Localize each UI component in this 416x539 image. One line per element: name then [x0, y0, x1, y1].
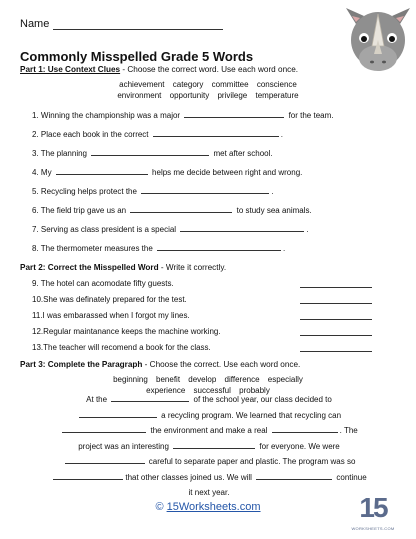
question-text: The thermometer measures the: [40, 244, 153, 253]
question-text: The hotel can acomodate fifty guests.: [40, 279, 174, 288]
answer-blank[interactable]: [272, 424, 338, 433]
paragraph-line: [40, 485, 378, 501]
footer: [0, 501, 416, 513]
answer-blank[interactable]: [153, 128, 279, 137]
part1-heading: [20, 65, 298, 74]
answer-line[interactable]: [300, 319, 372, 320]
question-text: Winning the championship was a major: [40, 111, 181, 120]
word-bank-word: beginning: [113, 375, 148, 384]
question-number: 4.: [32, 168, 39, 177]
question-7: [32, 223, 309, 234]
paragraph-line: [40, 470, 378, 486]
question-text: She was definately prepared for the test.: [43, 295, 187, 304]
name-label: Name: [20, 18, 50, 30]
question-13: [32, 343, 372, 352]
answer-blank[interactable]: [130, 204, 232, 213]
word-bank-word: difference: [224, 375, 260, 384]
paragraph-line: [40, 439, 378, 455]
question-text: for the team.: [288, 111, 334, 120]
paragraph-text: project was an interesting: [78, 441, 169, 451]
question-number: 6.: [32, 206, 39, 215]
question-9: [32, 279, 372, 288]
logo-text: WORKSHEETS.COM: [351, 526, 395, 531]
answer-blank[interactable]: [65, 455, 145, 464]
part2-heading: [20, 263, 226, 272]
paragraph-text: careful to separate paper and plastic. The program was so: [148, 457, 356, 466]
question-number: 11.: [32, 311, 43, 320]
question-text: Serving as class president is a special: [40, 225, 177, 234]
paragraph-line: [40, 408, 378, 424]
answer-line[interactable]: [300, 287, 372, 288]
question-12: [32, 327, 372, 336]
paragraph-line: [40, 454, 378, 470]
question-text: met after school.: [213, 149, 273, 158]
question-text: .: [271, 187, 274, 196]
question-text: to study sea animals.: [236, 206, 312, 215]
answer-blank[interactable]: [141, 185, 269, 194]
question-text: helps me decide between right and wrong.: [152, 168, 303, 177]
answer-line[interactable]: [300, 351, 372, 352]
part2-instructions: - Write it correctly.: [158, 263, 227, 272]
answer-line[interactable]: [300, 303, 372, 304]
answer-blank[interactable]: [79, 409, 157, 418]
word-bank-word: environment: [117, 91, 162, 100]
part3-title: Part 3: Complete the Paragraph: [20, 360, 143, 369]
word-bank-word: especially: [267, 375, 303, 384]
logo-number: 15: [359, 492, 387, 523]
answer-line[interactable]: [300, 335, 372, 336]
question-text: My: [40, 168, 52, 177]
paragraph-text: for everyone. We were: [259, 441, 340, 451]
answer-blank[interactable]: [62, 424, 146, 433]
paragraph-text: that other classes joined us. We will: [125, 472, 252, 482]
question-1: [32, 109, 333, 120]
question-text: .: [306, 225, 309, 234]
question-2: [32, 128, 283, 139]
question-number: 8.: [32, 244, 39, 253]
question-text: Regular maintanance keeps the machine working.: [43, 327, 221, 336]
question-8: [32, 242, 285, 253]
paragraph-text: a recycling program. We learned that recycling can: [161, 410, 342, 420]
question-number: 7.: [32, 225, 39, 234]
site-link[interactable]: 15Worksheets.com: [166, 501, 261, 513]
paragraph-text: continue: [336, 472, 367, 482]
question-text: .: [280, 130, 283, 139]
rhino-icon: [342, 2, 414, 74]
paragraph-line: [40, 423, 378, 439]
question-text: .: [283, 244, 286, 253]
paragraph-text: it next year.: [188, 488, 230, 497]
question-3: [32, 147, 273, 158]
question-number: 9.: [32, 279, 39, 288]
paragraph-text: At the: [86, 395, 108, 404]
question-number: 2.: [32, 130, 39, 139]
question-number: 12.: [32, 327, 44, 336]
answer-blank[interactable]: [184, 109, 284, 118]
name-field-line[interactable]: [53, 18, 223, 30]
word-bank-word: probably: [239, 386, 270, 395]
word-bank-word: temperature: [255, 91, 299, 100]
site-logo: [351, 492, 395, 534]
question-text: The teacher will recomend a book for the class.: [43, 343, 211, 352]
paragraph-text: the environment and make a real: [150, 426, 268, 435]
answer-blank[interactable]: [91, 147, 209, 156]
question-number: 1.: [32, 111, 39, 120]
answer-blank[interactable]: [56, 166, 148, 175]
question-4: [32, 166, 302, 177]
question-number: 3.: [32, 149, 39, 158]
question-11: [32, 311, 372, 320]
part1-word-bank: [0, 79, 416, 101]
answer-blank[interactable]: [180, 223, 304, 232]
word-bank-word: develop: [188, 375, 217, 384]
answer-blank[interactable]: [157, 242, 281, 251]
paragraph-text: of the school year, our class decided to: [193, 395, 332, 404]
part3-heading: [20, 360, 300, 369]
worksheet-title: Commonly Misspelled Grade 5 Words: [20, 49, 254, 64]
word-bank-word: privilege: [217, 91, 248, 100]
paragraph-text: . The: [339, 426, 358, 435]
name-row: [20, 18, 223, 30]
word-bank-word: experience: [146, 386, 186, 395]
paragraph: [40, 392, 378, 501]
question-text: I was embarassed when I forgot my lines.: [42, 311, 190, 320]
word-bank-word: committee: [211, 80, 249, 89]
word-bank-word: category: [172, 80, 204, 89]
word-bank-row: [0, 79, 416, 90]
part2-title: Part 2: Correct the Misspelled Word: [20, 263, 159, 272]
question-text: Place each book in the correct: [40, 130, 149, 139]
part1-title: Part 1: Use Context Clues: [20, 65, 121, 74]
copyright-symbol: ©: [155, 501, 164, 513]
part3-instructions: - Choose the correct. Use each word once.: [142, 360, 301, 369]
paragraph-line: [40, 392, 378, 408]
word-bank-row: [0, 90, 416, 101]
question-text: Recycling helps protect the: [40, 187, 137, 196]
question-text: The field trip gave us an: [40, 206, 127, 215]
word-bank-word: achievement: [119, 80, 165, 89]
question-5: [32, 185, 273, 196]
answer-blank[interactable]: [173, 440, 255, 449]
answer-blank[interactable]: [53, 471, 123, 480]
question-6: [32, 204, 312, 215]
word-bank-word: opportunity: [169, 91, 210, 100]
question-text: The planning: [40, 149, 88, 158]
word-bank-word: conscience: [256, 80, 297, 89]
word-bank-row: [0, 374, 416, 385]
question-10: [32, 295, 372, 304]
question-number: 13.: [32, 343, 44, 352]
answer-blank[interactable]: [256, 471, 332, 480]
question-number: 10.: [32, 295, 44, 304]
word-bank-word: successful: [193, 386, 231, 395]
answer-blank[interactable]: [111, 393, 189, 402]
question-number: 5.: [32, 187, 39, 196]
word-bank-word: benefit: [156, 375, 181, 384]
part1-instructions: - Choose the correct word. Use each word once.: [120, 65, 299, 74]
